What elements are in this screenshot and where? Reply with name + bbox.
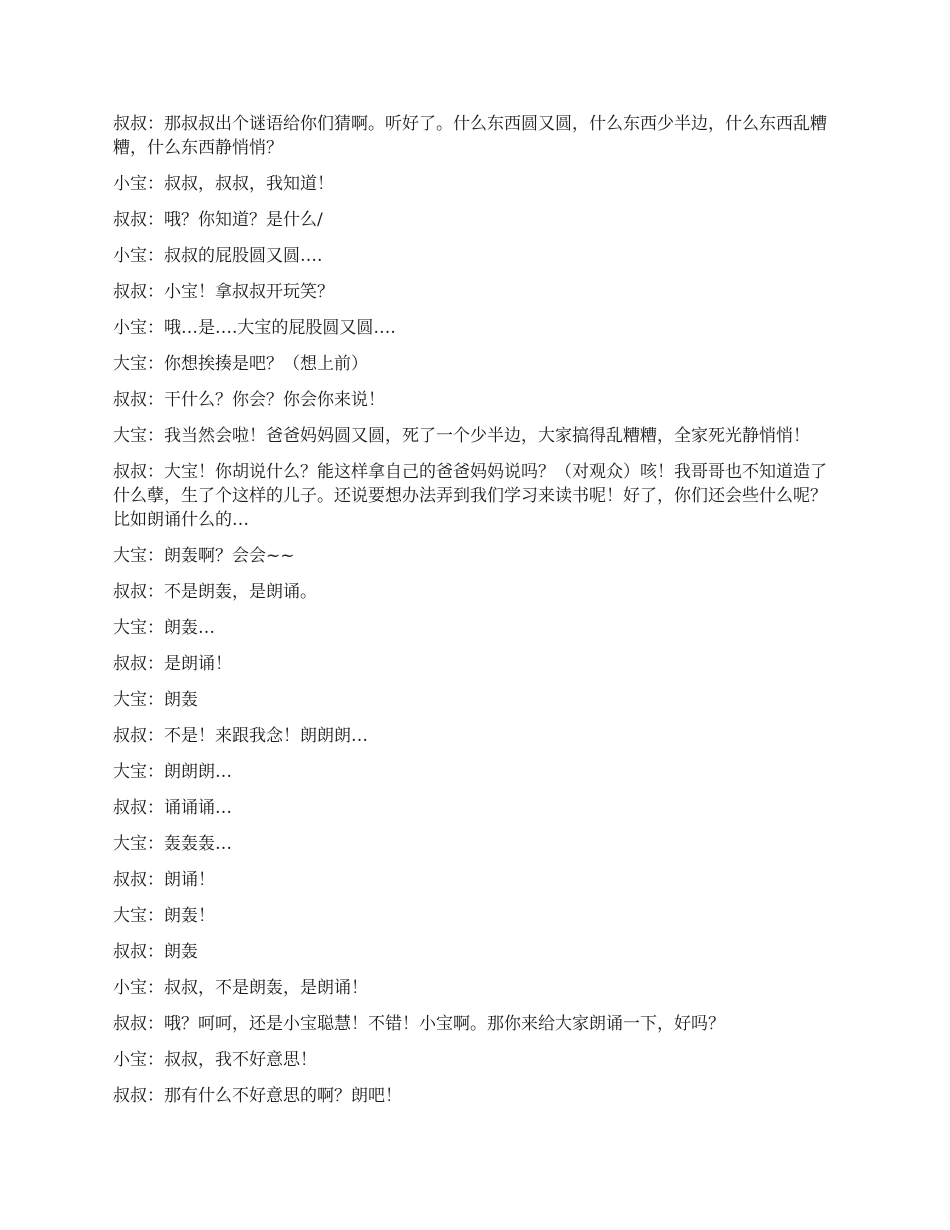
dialogue-line: 叔叔：大宝！你胡说什么？能这样拿自己的爸爸妈妈说吗？（对观众）咳！我哥哥也不知道造了什么孽，生了个这样的儿子。还说要想办法弄到我们学习来读书呢！好了，你们还会些什么呢？比如朗诵什么的…	[113, 462, 827, 530]
dialogue-line: 小宝：哦…是….大宝的屁股圆又圆….	[113, 318, 396, 338]
dialogue-line: 大宝：轰轰轰…	[113, 834, 232, 854]
dialogue-line: 大宝：朗轰	[113, 690, 198, 710]
dialogue-line: 大宝：朗轰！	[113, 906, 215, 926]
dialogue-line: 叔叔：是朗诵！	[113, 654, 232, 674]
dialogue-line: 叔叔：小宝！拿叔叔开玩笑？	[113, 282, 334, 302]
dialogue-line: 叔叔：哦？你知道？是什么/	[113, 210, 323, 230]
dialogue-line: 大宝：朗轰…	[113, 618, 215, 638]
dialogue-line: 小宝：叔叔的屁股圆又圆….	[113, 246, 323, 266]
dialogue-line: 叔叔：不是！来跟我念！朗朗朗…	[113, 726, 368, 746]
dialogue-line: 叔叔：那有什么不好意思的啊？朗吧！	[113, 1086, 402, 1106]
dialogue-line: 叔叔：不是朗轰，是朗诵。	[113, 582, 317, 602]
dialogue-line: 小宝：叔叔，不是朗轰，是朗诵！	[113, 978, 368, 998]
dialogue-line: 小宝：叔叔，叔叔，我知道！	[113, 174, 334, 194]
dialogue-line: 叔叔：朗诵！	[113, 870, 215, 890]
dialogue-line: 叔叔：诵诵诵…	[113, 798, 232, 818]
dialogue-line: 叔叔：哦？呵呵，还是小宝聪慧！不错！小宝啊。那你来给大家朗诵一下，好吗？	[113, 1014, 725, 1034]
dialogue-line: 叔叔：那叔叔出个谜语给你们猜啊。听好了。什么东西圆又圆，什么东西少半边，什么东西乱糟糟，什么东西静悄悄？	[113, 114, 827, 158]
document-page	[113, 112, 840, 1120]
dialogue-line: 叔叔：干什么？你会？你会你来说！	[113, 390, 385, 410]
dialogue-line: 小宝：叔叔，我不好意思！	[113, 1050, 317, 1070]
dialogue-line: 大宝：朗轰啊？会会~~	[113, 546, 295, 566]
dialogue-line: 大宝：你想挨揍是吧？（想上前）	[113, 354, 368, 374]
dialogue-line: 大宝：朗朗朗…	[113, 762, 232, 782]
dialogue-line: 叔叔：朗轰	[113, 942, 198, 962]
dialogue-line: 大宝：我当然会啦！爸爸妈妈圆又圆，死了一个少半边，大家搞得乱糟糟，全家死光静悄悄！	[113, 426, 810, 446]
